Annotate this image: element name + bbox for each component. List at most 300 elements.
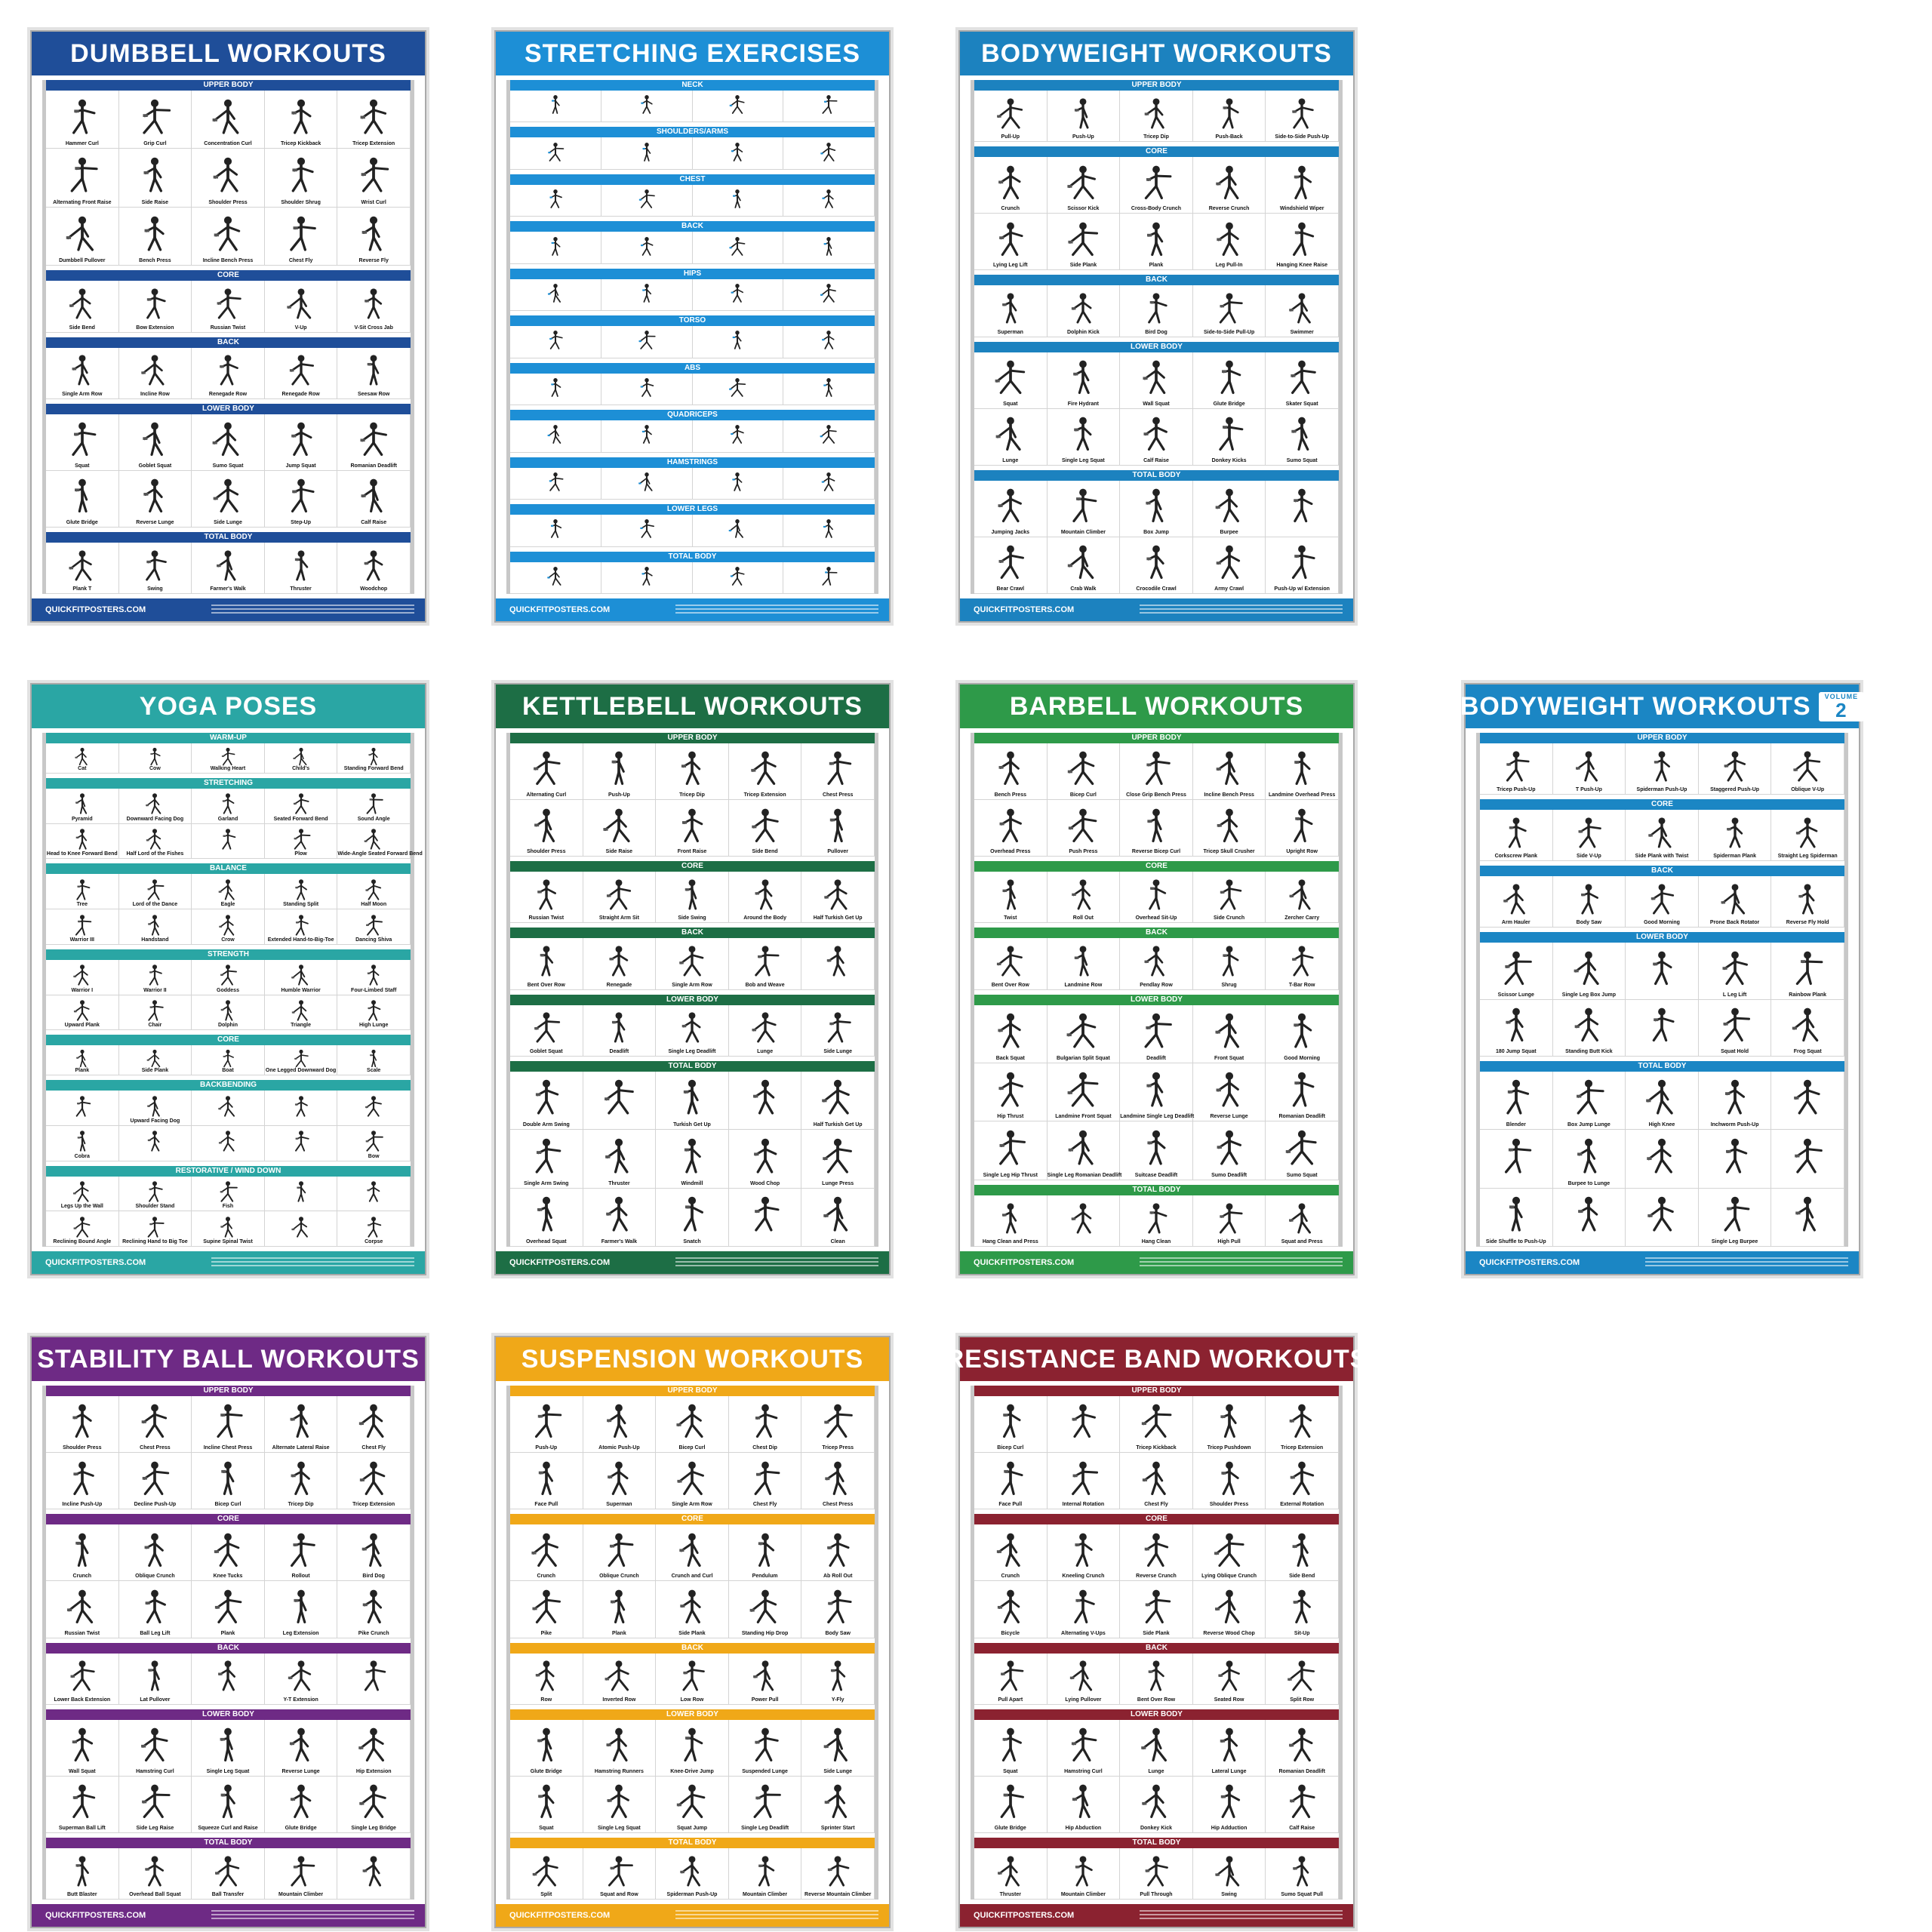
section-upper-body bbox=[974, 733, 1339, 857]
exercise-label: Pike bbox=[540, 1630, 552, 1636]
exercise-cell bbox=[729, 872, 802, 923]
exercise-label: Single Leg Box Jump bbox=[1561, 992, 1616, 998]
section-lower-legs bbox=[510, 504, 875, 546]
exercise-figure-icon bbox=[206, 1129, 249, 1152]
exercise-figure-icon bbox=[989, 358, 1032, 395]
website-label: QUICKFITPOSTERS.COM bbox=[1479, 1258, 1580, 1267]
exercise-label: Downward Facing Dog bbox=[126, 816, 184, 822]
exercise-figure-icon bbox=[598, 1010, 641, 1043]
exercise-label: Bird Dog bbox=[362, 1574, 385, 1580]
exercise-label: Push-Back bbox=[1215, 134, 1243, 140]
exercise-cell bbox=[1699, 743, 1772, 795]
poster-title-text: YOGA POSES bbox=[139, 691, 318, 721]
exercise-label: Crow bbox=[221, 937, 235, 943]
exercise-figure-icon bbox=[989, 1725, 1032, 1762]
exercise-cell bbox=[1120, 157, 1193, 214]
exercise-figure-icon bbox=[60, 352, 103, 386]
exercise-cell bbox=[337, 960, 411, 995]
exercise-figure-icon bbox=[670, 1194, 713, 1232]
exercise-figure-icon bbox=[60, 420, 103, 457]
exercise-figure-icon bbox=[206, 963, 249, 986]
exercise-cell bbox=[693, 420, 784, 452]
exercise-cell bbox=[1266, 1121, 1339, 1180]
exercise-cell bbox=[119, 149, 192, 207]
exercise-figure-icon bbox=[1281, 1658, 1324, 1691]
exercise-figure-icon bbox=[60, 97, 103, 134]
exercise-grid bbox=[46, 1848, 411, 1900]
exercise-figure-icon bbox=[1713, 1005, 1756, 1042]
exercise-figure-icon bbox=[1062, 1011, 1105, 1048]
exercise-label: Inchworm Push-Up bbox=[1710, 1122, 1759, 1128]
exercise-figure-icon bbox=[743, 943, 786, 977]
exercise-cell bbox=[337, 1396, 411, 1453]
exercise-cell bbox=[1266, 1063, 1339, 1121]
exercise-label: Hip Extension bbox=[355, 1768, 392, 1774]
poster-title bbox=[32, 685, 425, 728]
exercise-grid bbox=[46, 414, 411, 528]
exercise-cell bbox=[192, 909, 265, 945]
exercise-label: Suitcase Deadlift bbox=[1134, 1172, 1178, 1178]
exercise-cell bbox=[1048, 800, 1121, 857]
exercise-figure-icon bbox=[1134, 749, 1177, 786]
exercise-label: Standing Forward Bend bbox=[343, 765, 404, 771]
exercise-cell bbox=[265, 1045, 338, 1075]
exercise-figure-icon bbox=[1208, 1401, 1251, 1438]
exercise-label: Child's bbox=[292, 765, 310, 771]
exercise-label: Spiderman Push-Up bbox=[1636, 787, 1687, 793]
exercise-cell bbox=[510, 1072, 583, 1130]
exercise-figure-icon bbox=[60, 1658, 103, 1691]
poster-bodyweight[interactable] bbox=[958, 30, 1355, 623]
exercise-figure-icon bbox=[1062, 96, 1105, 129]
exercise-cell bbox=[46, 471, 119, 528]
exercise-cell bbox=[265, 91, 338, 149]
exercise-label: T-Bar Row bbox=[1288, 982, 1315, 988]
exercise-label: High Lunge bbox=[358, 1023, 389, 1029]
disclaimer-fine-print bbox=[675, 1257, 878, 1268]
section-header: LOWER BODY bbox=[510, 995, 875, 1005]
exercise-figure-icon bbox=[134, 1094, 177, 1117]
exercise-cell bbox=[265, 960, 338, 995]
exercise-label: Sumo Squat Pull bbox=[1281, 1892, 1323, 1897]
exercise-cell bbox=[1120, 481, 1193, 537]
exercise-cell bbox=[510, 800, 583, 857]
exercise-label: Superman bbox=[997, 329, 1023, 335]
exercise-cell bbox=[510, 1453, 583, 1509]
exercise-cell bbox=[783, 279, 875, 311]
exercise-cell bbox=[1048, 1121, 1121, 1180]
exercise-label: Side Bend bbox=[69, 325, 95, 331]
section-header: STRETCHING bbox=[46, 778, 411, 789]
exercise-cell bbox=[1193, 1524, 1266, 1581]
exercise-label: Triangle bbox=[291, 1023, 312, 1029]
section-header: CORE bbox=[510, 861, 875, 872]
exercise-cell bbox=[46, 995, 119, 1031]
exercise-cell bbox=[656, 938, 729, 989]
exercise-cell bbox=[46, 414, 119, 471]
exercise-cell bbox=[1266, 214, 1339, 270]
exercise-label: Bob and Weave bbox=[745, 982, 785, 988]
exercise-cell bbox=[1699, 810, 1772, 861]
section-header: UPPER BODY bbox=[1480, 733, 1844, 743]
exercise-figure-icon bbox=[1134, 877, 1177, 910]
exercise-label: Reclining Bound Angle bbox=[53, 1239, 112, 1244]
exercise-cell bbox=[801, 1453, 875, 1509]
exercise-grid bbox=[974, 938, 1339, 989]
section-header: TOTAL BODY bbox=[510, 1838, 875, 1848]
section-back bbox=[974, 1643, 1339, 1705]
exercise-label: Mountain Climber bbox=[743, 1892, 788, 1897]
exercise-figure-icon bbox=[352, 1180, 395, 1202]
exercise-cell bbox=[974, 872, 1048, 923]
exercise-cell bbox=[656, 1777, 729, 1833]
exercise-label: Tricep Extension bbox=[1281, 1445, 1324, 1451]
exercise-cell bbox=[192, 1396, 265, 1453]
exercise-figure-icon bbox=[279, 352, 322, 386]
exercise-cell bbox=[729, 1654, 802, 1705]
exercise-figure-icon bbox=[598, 1194, 641, 1232]
exercise-figure-icon bbox=[989, 1011, 1032, 1048]
exercise-cell bbox=[510, 562, 601, 594]
exercise-label: Single Leg Bridge bbox=[351, 1825, 396, 1831]
section-total-body bbox=[1480, 1061, 1844, 1247]
exercise-grid bbox=[46, 1524, 411, 1638]
poster-body bbox=[506, 733, 878, 1247]
exercise-cell bbox=[601, 420, 693, 452]
exercise-cell bbox=[1266, 1396, 1339, 1453]
exercise-figure-icon bbox=[710, 235, 764, 256]
exercise-figure-icon bbox=[1208, 1658, 1251, 1691]
exercise-cell bbox=[265, 1091, 338, 1126]
section-upper-body bbox=[510, 1386, 875, 1509]
exercise-cell bbox=[729, 1720, 802, 1777]
exercise-label: Side Leg Raise bbox=[136, 1825, 174, 1831]
exercise-cell bbox=[192, 1654, 265, 1705]
exercise-label: Y-Fly bbox=[831, 1697, 844, 1703]
exercise-label: Legs Up the Wall bbox=[60, 1204, 103, 1210]
exercise-label: Renegade bbox=[606, 982, 632, 988]
exercise-figure-icon bbox=[743, 1658, 786, 1691]
exercise-figure-icon bbox=[134, 1725, 177, 1762]
exercise-cell bbox=[1120, 872, 1193, 923]
exercise-label: Thruster bbox=[608, 1180, 630, 1186]
exercise-figure-icon bbox=[710, 565, 764, 586]
exercise-label: Staggered Push-Up bbox=[1710, 787, 1760, 793]
exercise-cell bbox=[1266, 285, 1339, 337]
exercise-cell bbox=[265, 281, 338, 332]
exercise-figure-icon bbox=[743, 1725, 786, 1762]
exercise-cell bbox=[1266, 800, 1339, 857]
exercise-grid bbox=[46, 874, 411, 945]
exercise-grid bbox=[510, 420, 875, 452]
exercise-figure-icon bbox=[134, 1180, 177, 1202]
exercise-cell bbox=[510, 743, 583, 800]
exercise-figure-icon bbox=[598, 1077, 641, 1115]
exercise-cell bbox=[729, 800, 802, 857]
exercise-label: Crunch bbox=[537, 1574, 556, 1580]
section-header: BACK bbox=[1480, 866, 1844, 876]
exercise-figure-icon bbox=[60, 1048, 103, 1068]
exercise-label: Close Grip Bench Press bbox=[1126, 792, 1186, 798]
exercise-figure-icon bbox=[1134, 1725, 1177, 1762]
exercise-figure-icon bbox=[1567, 1194, 1611, 1232]
exercise-cell bbox=[1048, 1005, 1121, 1063]
exercise-label: Side Plank with Twist bbox=[1635, 854, 1689, 860]
exercise-label: Reverse Lunge bbox=[281, 1768, 320, 1774]
section-total-body bbox=[46, 532, 411, 594]
exercise-figure-icon bbox=[60, 214, 103, 251]
exercise-cell bbox=[801, 1720, 875, 1777]
section-back bbox=[974, 928, 1339, 989]
exercise-label: Tricep Dip bbox=[1143, 134, 1169, 140]
exercise-grid bbox=[510, 279, 875, 311]
exercise-label: Shoulder Press bbox=[527, 849, 566, 855]
poster-title-text: SUSPENSION WORKOUTS bbox=[521, 1344, 864, 1374]
exercise-cell bbox=[801, 872, 875, 923]
exercise-figure-icon bbox=[525, 1531, 568, 1567]
section-quadriceps bbox=[510, 410, 875, 452]
exercise-label: Chair bbox=[148, 1023, 162, 1029]
exercise-cell bbox=[265, 824, 338, 860]
exercise-grid bbox=[974, 91, 1339, 142]
exercise-label: Side Raise bbox=[605, 849, 633, 855]
exercise-label: Swing bbox=[147, 586, 163, 592]
exercise-figure-icon bbox=[1134, 1401, 1177, 1438]
exercise-label: Single Arm Row bbox=[672, 1502, 712, 1508]
section-header: LOWER BODY bbox=[46, 1709, 411, 1720]
exercise-figure-icon bbox=[352, 548, 395, 581]
exercise-cell bbox=[1120, 1848, 1193, 1900]
exercise-figure-icon bbox=[670, 1587, 713, 1624]
exercise-cell bbox=[1193, 1720, 1266, 1777]
exercise-figure-icon bbox=[743, 877, 786, 910]
exercise-figure-icon bbox=[989, 220, 1032, 257]
exercise-figure-icon bbox=[206, 352, 249, 386]
exercise-label: Woodchop bbox=[360, 586, 388, 592]
disclaimer-fine-print bbox=[675, 1910, 878, 1921]
exercise-label: Single Arm Swing bbox=[524, 1180, 569, 1186]
exercise-label: Pullover bbox=[827, 849, 848, 855]
exercise-cell bbox=[1120, 1453, 1193, 1509]
exercise-label: Hip Thrust bbox=[997, 1114, 1024, 1120]
exercise-label: Single Arm Row bbox=[672, 982, 712, 988]
exercise-cell bbox=[1771, 1130, 1844, 1188]
exercise-figure-icon bbox=[134, 548, 177, 581]
exercise-figure-icon bbox=[525, 943, 568, 977]
exercise-figure-icon bbox=[352, 998, 395, 1021]
exercise-label: Jump Squat bbox=[285, 463, 316, 469]
exercise-figure-icon bbox=[352, 155, 395, 192]
exercise-label: Low Row bbox=[680, 1697, 704, 1703]
poster-resistance[interactable] bbox=[945, 1336, 1368, 1928]
poster-title bbox=[960, 685, 1353, 728]
exercise-cell bbox=[1048, 285, 1121, 337]
exercise-label: Bow bbox=[368, 1153, 380, 1159]
exercise-cell bbox=[265, 1654, 338, 1705]
exercise-label: Tricep Pushdown bbox=[1207, 1445, 1251, 1451]
exercise-cell bbox=[583, 1072, 657, 1130]
exercise-cell bbox=[510, 91, 601, 122]
section-total-body bbox=[510, 1838, 875, 1900]
poster-suspension[interactable] bbox=[494, 1336, 891, 1928]
exercise-cell bbox=[265, 789, 338, 824]
poster-title bbox=[945, 1337, 1368, 1381]
exercise-figure-icon bbox=[352, 827, 395, 850]
exercise-cell bbox=[1193, 938, 1266, 989]
exercise-figure-icon bbox=[206, 1401, 249, 1438]
exercise-figure-icon bbox=[206, 155, 249, 192]
exercise-figure-icon bbox=[801, 282, 856, 303]
exercise-label: Side Plank bbox=[1069, 263, 1097, 269]
exercise-cell bbox=[1048, 743, 1121, 800]
exercise-cell bbox=[192, 1045, 265, 1075]
exercise-label: Bird Dog bbox=[1145, 329, 1168, 335]
section-header: RESTORATIVE / WIND DOWN bbox=[46, 1166, 411, 1177]
exercise-label: Alternating Front Raise bbox=[53, 199, 112, 205]
exercise-label: Side Lunge bbox=[823, 1048, 853, 1054]
exercise-cell bbox=[265, 1581, 338, 1638]
section-header: CORE bbox=[974, 861, 1339, 872]
exercise-figure-icon bbox=[1567, 815, 1611, 848]
exercise-cell bbox=[601, 468, 693, 500]
exercise-grid bbox=[974, 1654, 1339, 1705]
exercise-grid bbox=[510, 185, 875, 217]
exercise-cell bbox=[1266, 91, 1339, 142]
exercise-figure-icon bbox=[598, 1459, 641, 1496]
exercise-cell bbox=[1480, 810, 1553, 861]
section-core bbox=[974, 1514, 1339, 1638]
exercise-figure-icon bbox=[279, 998, 322, 1021]
exercise-label: Plank bbox=[220, 1630, 235, 1636]
exercise-label: Front Raise bbox=[677, 849, 707, 855]
exercise-label: Single Leg Hip Thrust bbox=[983, 1172, 1038, 1178]
exercise-label: Hip Adduction bbox=[1211, 1825, 1247, 1831]
exercise-label: Tricep Extension bbox=[352, 141, 395, 147]
exercise-figure-icon bbox=[206, 913, 249, 936]
section-neck bbox=[510, 80, 875, 122]
poster-footer bbox=[32, 598, 425, 621]
exercise-label: Squat and Row bbox=[600, 1892, 638, 1897]
exercise-figure-icon bbox=[1494, 1005, 1537, 1042]
exercise-cell bbox=[729, 1453, 802, 1509]
poster-yoga[interactable] bbox=[30, 683, 426, 1275]
exercise-cell bbox=[1699, 876, 1772, 928]
exercise-label: Snatch bbox=[683, 1239, 701, 1244]
exercise-figure-icon bbox=[134, 1401, 177, 1438]
exercise-label: Renegade Row bbox=[281, 391, 320, 397]
exercise-figure-icon bbox=[710, 188, 764, 208]
exercise-label: Seated Forward Bend bbox=[273, 816, 328, 822]
exercise-figure-icon bbox=[1134, 291, 1177, 324]
exercise-label: Double Arm Swing bbox=[522, 1122, 570, 1128]
poster-kettlebell[interactable] bbox=[494, 683, 891, 1275]
poster-stability[interactable] bbox=[30, 1336, 426, 1928]
poster-body bbox=[506, 80, 878, 594]
exercise-grid bbox=[510, 326, 875, 358]
exercise-cell bbox=[783, 420, 875, 452]
poster-dumbbell[interactable] bbox=[30, 30, 426, 623]
exercise-figure-icon bbox=[352, 1587, 395, 1624]
exercise-label: Farmer's Walk bbox=[601, 1239, 638, 1244]
exercise-figure-icon bbox=[1062, 1531, 1105, 1567]
exercise-label: Pull-Up bbox=[1001, 134, 1020, 140]
exercise-figure-icon bbox=[1208, 96, 1251, 129]
section-header: UPPER BODY bbox=[974, 1386, 1339, 1396]
exercise-cell bbox=[583, 1777, 657, 1833]
exercise-cell bbox=[192, 995, 265, 1031]
exercise-label: Standing Butt Kick bbox=[1565, 1048, 1613, 1054]
exercise-figure-icon bbox=[206, 1854, 249, 1887]
exercise-label: Plank bbox=[612, 1630, 626, 1636]
exercise-label: Knee-Drive Jump bbox=[670, 1768, 714, 1774]
exercise-figure-icon bbox=[989, 543, 1032, 580]
exercise-label: Power Pull bbox=[751, 1697, 779, 1703]
exercise-cell bbox=[119, 824, 192, 860]
exercise-label: Blender bbox=[1506, 1122, 1526, 1128]
poster-barbell[interactable] bbox=[958, 683, 1355, 1275]
exercise-cell bbox=[46, 281, 119, 332]
section-header: CORE bbox=[510, 1514, 875, 1524]
section-header: LOWER BODY bbox=[974, 995, 1339, 1005]
exercise-label: Hang Clean bbox=[1141, 1239, 1171, 1244]
exercise-figure-icon bbox=[1134, 96, 1177, 129]
disclaimer-fine-print bbox=[1140, 605, 1343, 615]
exercise-grid bbox=[46, 743, 411, 774]
exercise-cell bbox=[510, 938, 583, 989]
poster-body bbox=[42, 1386, 414, 1900]
exercise-label: Warrior II bbox=[143, 987, 167, 993]
exercise-label: Pull Through bbox=[1140, 1892, 1173, 1897]
exercise-label: Front Squat bbox=[1214, 1055, 1244, 1061]
exercise-figure-icon bbox=[1281, 1128, 1324, 1165]
exercise-grid bbox=[974, 1005, 1339, 1180]
exercise-label: Incline Chest Press bbox=[203, 1445, 253, 1451]
section-total-body bbox=[974, 1838, 1339, 1900]
poster-title-text: STABILITY BALL WORKOUTS bbox=[37, 1344, 420, 1374]
exercise-cell bbox=[1553, 1072, 1626, 1130]
exercise-label: Landmine Single Leg Deadlift bbox=[1120, 1114, 1195, 1120]
exercise-figure-icon bbox=[801, 565, 856, 586]
exercise-label: Spiderman Plank bbox=[1713, 854, 1756, 860]
exercise-label: Single Leg Deadlift bbox=[668, 1048, 716, 1054]
exercise-cell bbox=[1048, 872, 1121, 923]
section-header: HAMSTRINGS bbox=[510, 457, 875, 468]
exercise-figure-icon bbox=[1062, 1854, 1105, 1887]
poster-bodyweight2[interactable] bbox=[1460, 683, 1860, 1275]
exercise-cell bbox=[1553, 743, 1626, 795]
exercise-label: Tricep Extension bbox=[352, 1502, 395, 1508]
exercise-figure-icon bbox=[1062, 220, 1105, 257]
exercise-label: Wide-Angle Seated Forward Bend bbox=[337, 851, 423, 857]
exercise-cell bbox=[1553, 1189, 1626, 1247]
poster-title-text: DUMBBELL WORKOUTS bbox=[70, 38, 386, 68]
exercise-cell bbox=[510, 232, 601, 263]
exercise-cell bbox=[1193, 1777, 1266, 1833]
exercise-cell bbox=[656, 743, 729, 800]
exercise-label: Crunch bbox=[72, 1574, 92, 1580]
exercise-figure-icon bbox=[670, 943, 713, 977]
exercise-label: Rollout bbox=[291, 1574, 310, 1580]
exercise-label: Pendulum bbox=[752, 1574, 778, 1580]
exercise-figure-icon bbox=[60, 878, 103, 900]
exercise-figure-icon bbox=[989, 1459, 1032, 1496]
exercise-figure-icon bbox=[670, 1401, 713, 1438]
exercise-label: Leg Extension bbox=[282, 1630, 319, 1636]
exercise-label: Split Row bbox=[1290, 1697, 1315, 1703]
poster-stretching[interactable] bbox=[494, 30, 891, 623]
section-lower-body bbox=[974, 342, 1339, 466]
exercise-label: Bicep Curl bbox=[214, 1502, 242, 1508]
